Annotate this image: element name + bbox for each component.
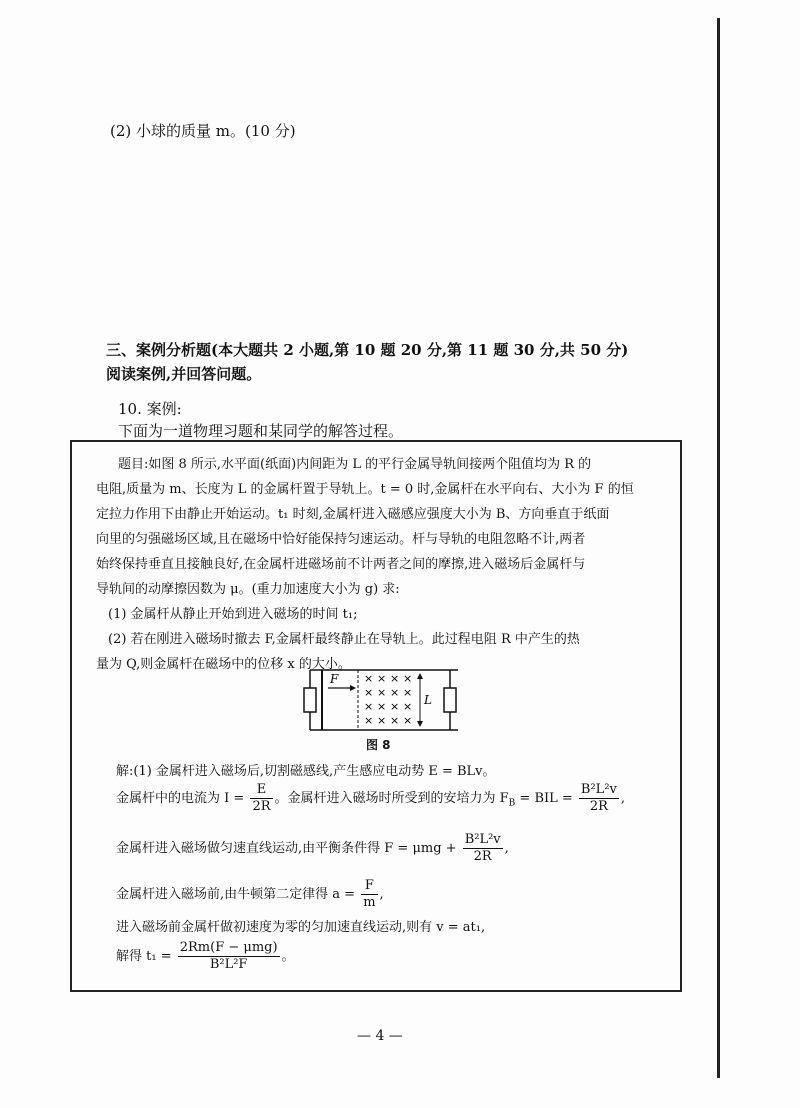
field-x-mark: ×	[364, 714, 374, 727]
field-x-mark: ×	[390, 686, 400, 699]
solution-line-4: 金属杆进入磁场前,由牛顿第二定律得 a = $\frac{F}{m}$ ,	[116, 878, 384, 910]
left-resistor	[304, 688, 316, 712]
field-x-mark: ×	[364, 700, 374, 713]
force-label: F	[330, 672, 339, 686]
problem-line: 定拉力作用下由静止开始运动。t₁ 时刻,金属杆进入磁感应强度大小为 B、方向垂直于纸面	[96, 507, 610, 522]
question-10-label: 10. 案例:	[118, 400, 182, 418]
section-3-header	[106, 338, 628, 386]
problem-line: 题目:如图 8 所示,水平面(纸面)内间距为 L 的平行金属导轨间接两个阻值均为 R 的	[118, 457, 592, 472]
solution-line-3: 金属杆进入磁场做匀速直线运动,由平衡条件得 F = μmg + $\frac{\text{B²L²v}}{2R}$ ,	[116, 832, 509, 864]
field-x-mark: ×	[403, 672, 413, 685]
solution-line-5: 进入磁场前金属杆做初速度为零的匀加速直线运动,则有 v = at₁,	[116, 920, 486, 935]
problem-text	[96, 452, 634, 677]
solution-line-1: 解:(1) 金属杆进入磁场后,切割磁感线,产生感应电动势 E = BLv。	[116, 764, 496, 779]
problem-line: 量为 Q,则金属杆在磁场中的位移 x 的大小。	[96, 657, 351, 672]
problem-line: 向里的匀强磁场区域,且在磁场中恰好能保持匀速运动。杆与导轨的电阻忽略不计,两者	[96, 532, 586, 547]
field-x-mark: ×	[403, 714, 413, 727]
time-fraction: $\frac{\text{2Rm(F − μmg)}}{\text{B²L²F}}$	[179, 940, 278, 972]
figure-caption: 图 8	[366, 738, 391, 752]
field-x-mark: ×	[364, 672, 374, 685]
field-x-mark: ×	[390, 672, 400, 685]
problem-line: 导轨间的动摩擦因数为 μ。(重力加速度大小为 g) 求:	[96, 582, 400, 597]
field-x-mark: ×	[403, 700, 413, 713]
case-box	[70, 440, 682, 992]
solution-line-2: 金属杆中的电流为 I = $\frac{E}{2R}$ 。金属杆进入磁场时所受到的安培力为 $F_B$ = BIL = $\frac{\text{B²L²v}}{2R}$ ,	[116, 782, 626, 814]
field-x-mark: ×	[390, 700, 400, 713]
page-number: — 4 —	[357, 1028, 403, 1044]
field-x-mark: ×	[377, 672, 387, 685]
solution-line-6: 解得 t₁ = $\frac{\text{2Rm(F − μmg)}}{\text{B²L²F}}$ 。	[116, 940, 295, 972]
section-3-instruction: 阅读案例,并回答问题。	[106, 365, 262, 383]
problem-line: (1) 金属杆从静止开始到进入磁场的时间 t₁;	[108, 607, 358, 622]
current-fraction: $\frac{E}{2R}$	[252, 782, 271, 814]
field-x-mark: ×	[377, 686, 387, 699]
problem-line: 始终保持垂直且接触良好,在金属杆进磁场前不计两者之间的摩擦,进入磁场后金属杆与	[96, 557, 586, 572]
length-label: L	[424, 693, 432, 707]
question-10-intro: 下面为一道物理习题和某同学的解答过程。	[118, 422, 404, 440]
scan-edge-line	[717, 18, 720, 1078]
section-3-heading: 三、案例分析题(本大题共 2 小题,第 10 题 20 分,第 11 题 30 分,共 50 分)	[106, 341, 629, 359]
figure-8-diagram	[292, 664, 462, 736]
right-resistor	[444, 688, 456, 712]
field-x-mark: ×	[364, 686, 374, 699]
field-x-mark: ×	[377, 700, 387, 713]
problem-line: (2) 若在刚进入磁场时撤去 F,金属杆最终静止在导轨上。此过程电阻 R 中产生的热	[108, 632, 580, 647]
equilibrium-fraction: $\frac{\text{B²L²v}}{2R}$	[464, 832, 501, 864]
field-x-mark: ×	[403, 686, 413, 699]
magnetic-field-marks	[364, 672, 412, 727]
problem-line: 电阻,质量为 m、长度为 L 的金属杆置于导轨上。t = 0 时,金属杆在水平向右、大小为 F 的恒	[96, 482, 634, 497]
field-x-mark: ×	[390, 714, 400, 727]
field-x-mark: ×	[377, 714, 387, 727]
question-2-mass: (2) 小球的质量 m。(10 分)	[110, 122, 296, 140]
ampere-force-fraction: $\frac{\text{B²L²v}}{2R}$	[580, 782, 617, 814]
acceleration-fraction: $\frac{F}{m}$	[363, 878, 376, 910]
